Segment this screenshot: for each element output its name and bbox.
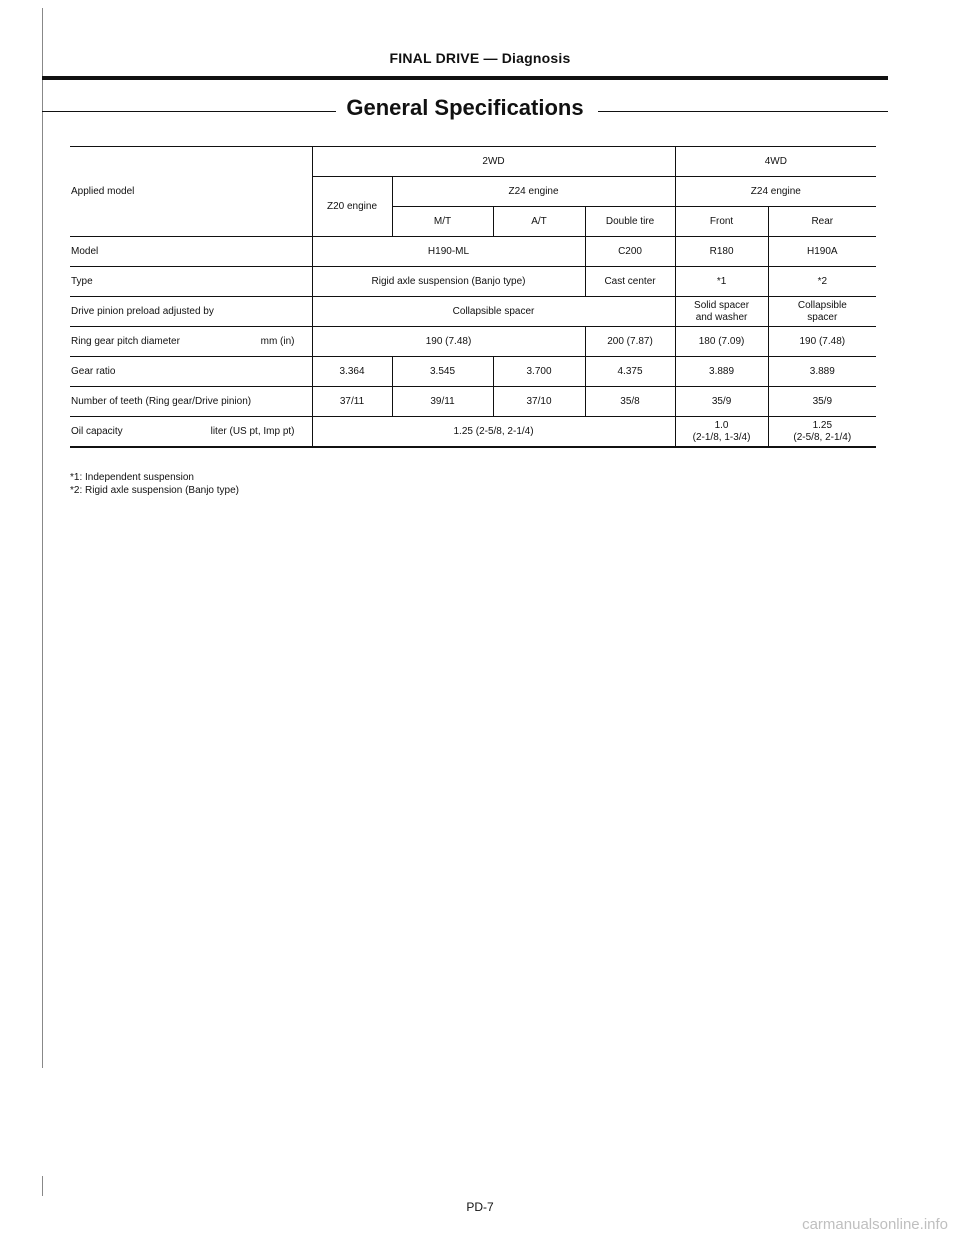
model-double: C200 — [585, 237, 675, 267]
left-margin-line — [42, 8, 43, 1068]
header-z24-engine: Z24 engine — [392, 177, 675, 207]
row-type — [70, 267, 876, 297]
type-2wd: Rigid axle suspension (Banjo type) — [312, 267, 585, 297]
oil-front-line2: (2-1/8, 1-3/4) — [692, 431, 751, 443]
oil-unit: liter (US pt, Imp pt) — [210, 425, 295, 437]
footnotes — [70, 471, 239, 497]
teeth-label: Number of teeth (Ring gear/Drive pinion) — [70, 387, 312, 417]
oil-front-line1: 1.0 — [714, 419, 729, 431]
header-rule — [42, 76, 888, 80]
preload-rear-line2: spacer — [807, 311, 838, 323]
ring-rear: 190 (7.48) — [768, 327, 876, 357]
oil-2wd: 1.25 (2-5/8, 2-1/4) — [312, 417, 675, 448]
header-front: Front — [675, 207, 768, 237]
ratio-rear: 3.889 — [768, 357, 876, 387]
model-front: R180 — [675, 237, 768, 267]
preload-2wd: Collapsible spacer — [312, 297, 675, 327]
type-label: Type — [70, 267, 312, 297]
preload-front-line1: Solid spacer — [694, 299, 750, 311]
row-ring-gear — [70, 327, 876, 357]
page-number: PD-7 — [466, 1200, 494, 1214]
ring-gear-label-cell — [70, 327, 312, 357]
section-title-text: General Specifications — [336, 95, 593, 120]
header-4wd: 4WD — [675, 147, 876, 177]
teeth-z20: 37/11 — [312, 387, 392, 417]
oil-label-cell — [70, 417, 312, 448]
preload-rear — [768, 297, 876, 327]
model-label: Model — [70, 237, 312, 267]
ring-gear-label: Ring gear pitch diameter — [71, 335, 180, 347]
section-heading — [42, 95, 888, 125]
preload-front — [675, 297, 768, 327]
ratio-z20: 3.364 — [312, 357, 392, 387]
header-rear: Rear — [768, 207, 876, 237]
row-number-of-teeth — [70, 387, 876, 417]
gear-ratio-label: Gear ratio — [70, 357, 312, 387]
footnote-2: *2: Rigid axle suspension (Banjo type) — [70, 485, 239, 496]
row-drive-pinion-preload — [70, 297, 876, 327]
general-specifications-table — [70, 146, 876, 448]
header-row-drive — [70, 147, 876, 177]
header-double-tire: Double tire — [585, 207, 675, 237]
teeth-rear: 35/9 — [768, 387, 876, 417]
ratio-front: 3.889 — [675, 357, 768, 387]
oil-rear-line1: 1.25 — [812, 419, 833, 431]
oil-rear-line2: (2-5/8, 2-1/4) — [793, 431, 852, 443]
teeth-front: 35/9 — [675, 387, 768, 417]
section-title — [42, 95, 888, 121]
row-oil-capacity — [70, 417, 876, 448]
drive-pinion-label: Drive pinion preload adjusted by — [70, 297, 312, 327]
footnote-1: *1: Independent suspension — [70, 472, 194, 483]
header-z24-engine-4wd: Z24 engine — [675, 177, 876, 207]
row-gear-ratio — [70, 357, 876, 387]
applied-model-label: Applied model — [70, 147, 312, 237]
header-2wd: 2WD — [312, 147, 675, 177]
watermark: carmanualsonline.info — [802, 1216, 948, 1233]
ring-front: 180 (7.09) — [675, 327, 768, 357]
type-double: Cast center — [585, 267, 675, 297]
row-model — [70, 237, 876, 267]
ring-2wd: 190 (7.48) — [312, 327, 585, 357]
ratio-at: 3.700 — [493, 357, 585, 387]
header-mt: M/T — [392, 207, 493, 237]
oil-rear — [768, 417, 876, 448]
ratio-double: 4.375 — [585, 357, 675, 387]
teeth-mt: 39/11 — [392, 387, 493, 417]
model-rear: H190A — [768, 237, 876, 267]
ring-gear-unit: mm (in) — [260, 335, 295, 347]
preload-rear-line1: Collapsible — [797, 299, 847, 311]
teeth-at: 37/10 — [493, 387, 585, 417]
preload-front-line2: and washer — [695, 311, 748, 323]
oil-label: Oil capacity — [71, 425, 123, 437]
header-at: A/T — [493, 207, 585, 237]
ratio-mt: 3.545 — [392, 357, 493, 387]
model-2wd: H190-ML — [312, 237, 585, 267]
type-front: *1 — [675, 267, 768, 297]
ring-double: 200 (7.87) — [585, 327, 675, 357]
header-z20-engine: Z20 engine — [312, 177, 392, 237]
oil-front — [675, 417, 768, 448]
left-margin-tick — [42, 1176, 43, 1196]
type-rear: *2 — [768, 267, 876, 297]
teeth-double: 35/8 — [585, 387, 675, 417]
page-header-title: FINAL DRIVE — Diagnosis — [389, 50, 571, 66]
